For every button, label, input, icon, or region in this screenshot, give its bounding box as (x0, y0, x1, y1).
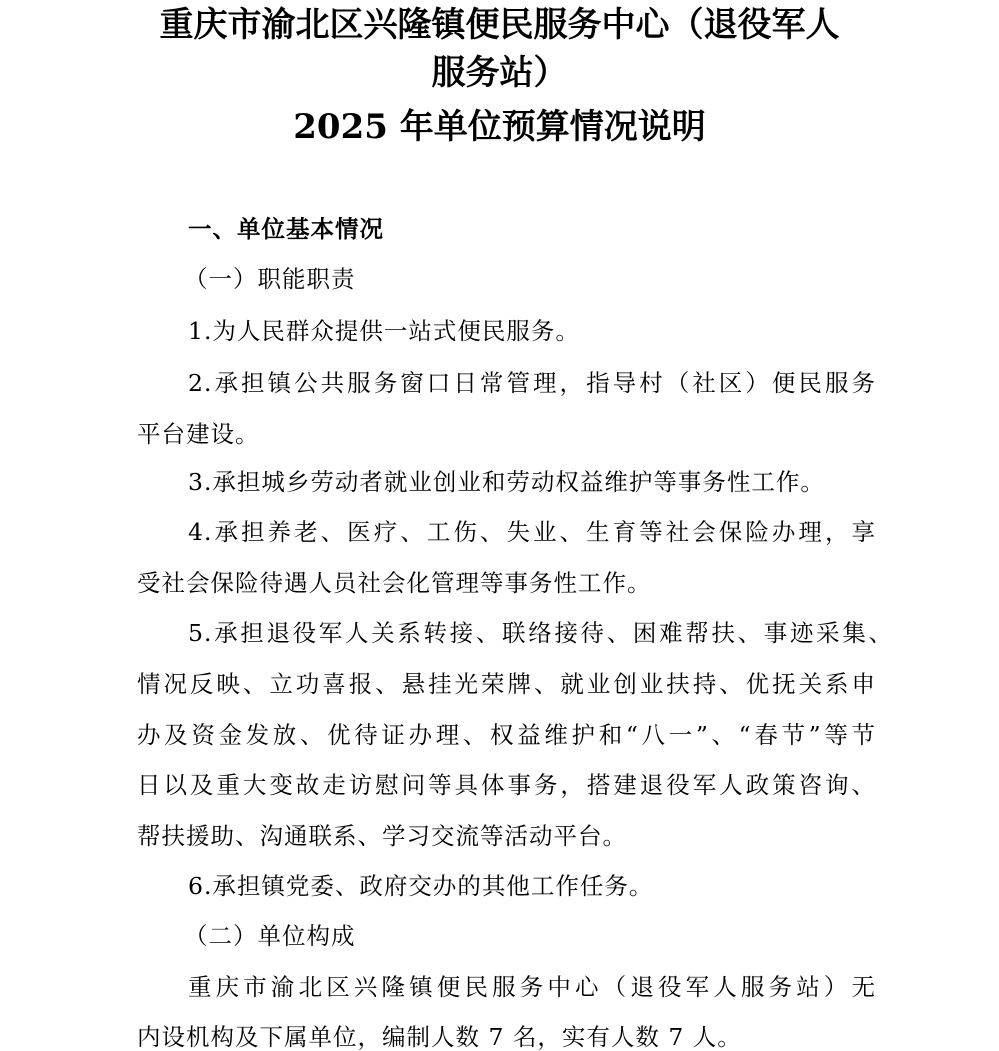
function-item-2-line-1: 2.承担镇公共服务窗口日常管理，指导村（社区）便民服务 (188, 369, 876, 397)
function-item-5-line-3: 办及资金发放、优待证办理、权益维护和“八一”、“春节”等节 (137, 721, 876, 749)
composition-line-2: 内设机构及下属单位，编制人数 7 名，实有人数 7 人。 (137, 1023, 742, 1051)
subsection-heading-functions: （一）职能职责 (184, 265, 356, 293)
function-item-4-line-1: 4.承担养老、医疗、工伤、失业、生育等社会保险办理，享 (188, 518, 876, 546)
function-item-3-line-1: 3.承担城乡劳动者就业创业和劳动权益维护等事务性工作。 (188, 468, 825, 496)
function-item-4-line-2: 受社会保险待遇人员社会化管理等事务性工作。 (137, 569, 652, 597)
function-item-5-line-2: 情况反映、立功喜报、悬挂光荣牌、就业创业扶持、优抚关系申 (137, 670, 876, 698)
composition-line-1: 重庆市渝北区兴隆镇便民服务中心（退役军人服务站）无 (188, 973, 876, 1001)
function-item-5-line-4: 日以及重大变故走访慰问等具体事务，搭建退役军人政策咨询、 (137, 771, 876, 799)
function-item-5-line-1: 5.承担退役军人关系转接、联络接待、困难帮扶、事迹采集、 (188, 619, 893, 647)
document-title-line-2: 服务站） (431, 53, 568, 93)
function-item-5-line-5: 帮扶援助、沟通联系、学习交流等活动平台。 (137, 822, 627, 850)
subsection-heading-composition: （二）单位构成 (184, 922, 356, 950)
document-title-line-3: 2025 年单位预算情况说明 (293, 107, 706, 147)
section-heading-basic-info: 一、单位基本情况 (188, 215, 384, 243)
document-title-line-1: 重庆市渝北区兴隆镇便民服务中心（退役军人 (159, 5, 840, 45)
function-item-1-line-1: 1.为人民群众提供一站式便民服务。 (188, 317, 580, 345)
function-item-2-line-2: 平台建设。 (137, 420, 260, 448)
function-item-6-line-1: 6.承担镇党委、政府交办的其他工作任务。 (188, 872, 654, 900)
